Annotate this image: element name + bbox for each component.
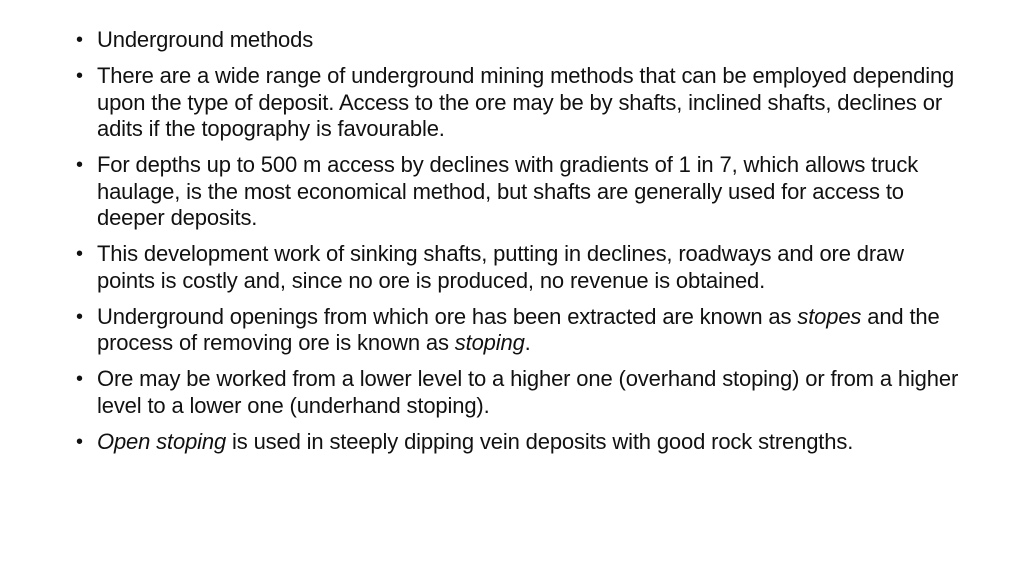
bullet-item-development-cost <box>76 241 966 294</box>
bullet-emphasis-stoping: stoping <box>454 330 525 355</box>
bullet-icon: • <box>76 65 83 87</box>
bullet-text-part: is used in steeply dipping vein deposits with good rock strengths. <box>226 428 854 454</box>
bullet-text: Ore may be worked from a lower level to a higher one (overhand stoping) or from a higher level to a lower one (underhand stoping). <box>97 366 959 418</box>
bullet-item-overhand-underhand <box>76 366 966 419</box>
bullet-text: Underground methods <box>97 27 314 52</box>
bullet-icon: • <box>76 29 83 51</box>
bullet-item-declines-depth <box>76 152 966 232</box>
bullet-text: There are a wide range of underground mining methods that can be employed depending upon the type of deposit. Access to the ore may be by shafts, inclined shafts, declines or adits if the topography is favourable. <box>97 63 955 141</box>
bullet-text-part: Underground openings from which ore has been extracted are known as <box>97 303 798 329</box>
bullet-emphasis-stopes: stopes <box>797 303 862 329</box>
bullet-icon: • <box>76 430 83 453</box>
bullet-list <box>76 27 966 465</box>
bullet-emphasis-open-stoping: Open stoping <box>97 428 227 454</box>
bullet-item-underground-methods <box>76 27 966 54</box>
bullet-icon: • <box>76 368 83 390</box>
bullet-icon: • <box>76 154 83 176</box>
bullet-item-stopes <box>76 304 966 357</box>
bullet-icon: • <box>76 305 83 328</box>
bullet-text-part: . <box>524 330 531 355</box>
bullet-text-part: and the process of removing ore is known as <box>97 303 940 355</box>
bullet-text: This development work of sinking shafts, putting in declines, roadways and ore draw points is costly and, since no ore is produced, no revenue is obtained. <box>97 241 904 293</box>
bullet-text: For depths up to 500 m access by declines with gradients of 1 in 7, which allows truck haulage, is the most economical method, but shafts are generally used for access to deeper deposits. <box>97 152 919 230</box>
bullet-icon: • <box>76 243 83 265</box>
bullet-item-open-stoping <box>76 429 966 456</box>
bullet-item-access-methods <box>76 63 966 143</box>
